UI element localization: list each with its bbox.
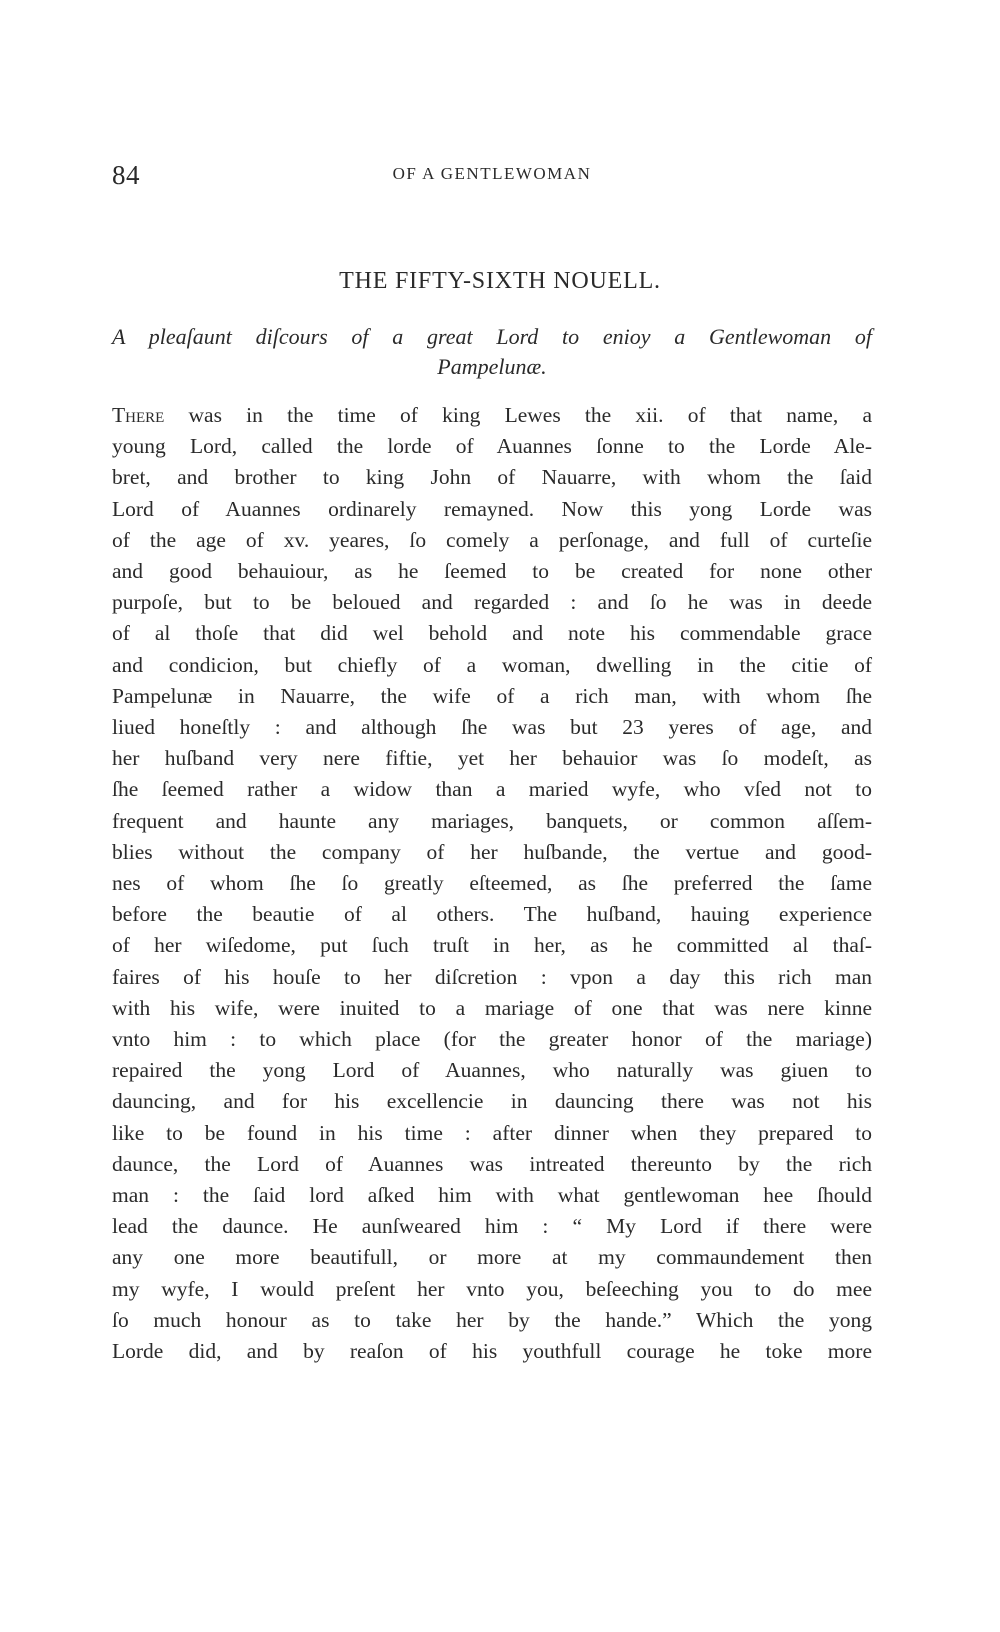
- text-line: lead the daunce. He aunſweared him : “ My Lord if there were: [112, 1214, 872, 1239]
- text-line: man : the ſaid lord aſked him with what gentlewoman hee ſhould: [112, 1183, 872, 1208]
- text-line: purpoſe, but to be beloued and regarded : and ſo he was in deede: [112, 590, 872, 615]
- drop-word: There: [112, 403, 165, 427]
- text-line: Pampelunæ in Nauarre, the wife of a rich man, with whom ſhe: [112, 683, 872, 708]
- text-line: faires of his houſe to her diſcretion : vpon a day this rich man: [112, 964, 872, 989]
- text-line: of al thoſe that did wel behold and note his commendable grace: [112, 621, 872, 646]
- text-line: any one more beautifull, or more at my commaundement then: [112, 1245, 872, 1270]
- text-line: Lorde did, and by reaſon of his youthfull courage he toke more: [112, 1339, 872, 1364]
- chapter-title: THE FIFTY-SIXTH NOUELL.: [339, 268, 661, 294]
- text-line: [112, 400, 872, 431]
- text-line: vnto him : to which place (for the greater honor of the mariage): [112, 1027, 872, 1052]
- text-line: with his wife, were inuited to a mariage of one that was nere kinne: [112, 995, 872, 1020]
- text-line: dauncing, and for his excellencie in dauncing there was not his: [112, 1089, 872, 1114]
- chapter-subtitle: [112, 322, 872, 382]
- text-line: nes of whom ſhe ſo greatly eſteemed, as ſhe preferred the ſame: [112, 871, 872, 896]
- text-line: her huſband very nere fiftie, yet her behauior was ſo modeſt, as: [112, 746, 872, 771]
- text-line: Lord of Auannes ordinarely remayned. Now this yong Lorde was: [112, 496, 872, 521]
- text-line: and condicion, but chiefly of a woman, dwelling in the citie of: [112, 652, 872, 677]
- text-line-rest: was in the time of king Lewes the xii. of that name, a: [164, 403, 872, 427]
- text-line: of the age of xv. yeares, ſo comely a perſonage, and full of curteſie: [112, 527, 872, 552]
- running-title: OF A GENTLEWOMAN: [392, 164, 592, 183]
- page-number: 84: [112, 160, 140, 190]
- text-line: like to be found in his time : after dinner when they prepared to: [112, 1120, 872, 1145]
- text-line: of her wiſedome, put ſuch truſt in her, as he committed al thaſ-: [112, 933, 872, 958]
- text-line: frequent and haunte any mariages, banquets, or common aſſem-: [112, 808, 872, 833]
- text-line: repaired the yong Lord of Auannes, who naturally was giuen to: [112, 1058, 872, 1083]
- text-line: before the beautie of al others. The huſband, hauing experience: [112, 902, 872, 927]
- text-line: and good behauiour, as he ſeemed to be created for none other: [112, 559, 872, 584]
- subtitle-line: A pleaſaunt diſcours of a great Lord to enioy a Gentlewoman of: [112, 324, 872, 349]
- text-line: bret, and brother to king John of Nauarre, with whom the ſaid: [112, 465, 872, 490]
- text-line: young Lord, called the lorde of Auannes ſonne to the Lorde Ale-: [112, 434, 872, 459]
- body-text: [112, 400, 872, 1367]
- text-line: daunce, the Lord of Auannes was intreated thereunto by the rich: [112, 1151, 872, 1176]
- text-line: liued honeſtly : and although ſhe was but 23 yeres of age, and: [112, 715, 872, 740]
- text-line: blies without the company of her huſbande, the vertue and good-: [112, 839, 872, 864]
- running-head: [112, 160, 872, 200]
- text-line: ſhe ſeemed rather a widow than a maried wyfe, who vſed not to: [112, 777, 872, 802]
- subtitle-line: Pampelunæ.: [437, 354, 547, 379]
- text-line: ſo much honour as to take her by the hande.” Which the yong: [112, 1307, 872, 1332]
- text-line: my wyfe, I would preſent her vnto you, beſeeching you to do mee: [112, 1276, 872, 1301]
